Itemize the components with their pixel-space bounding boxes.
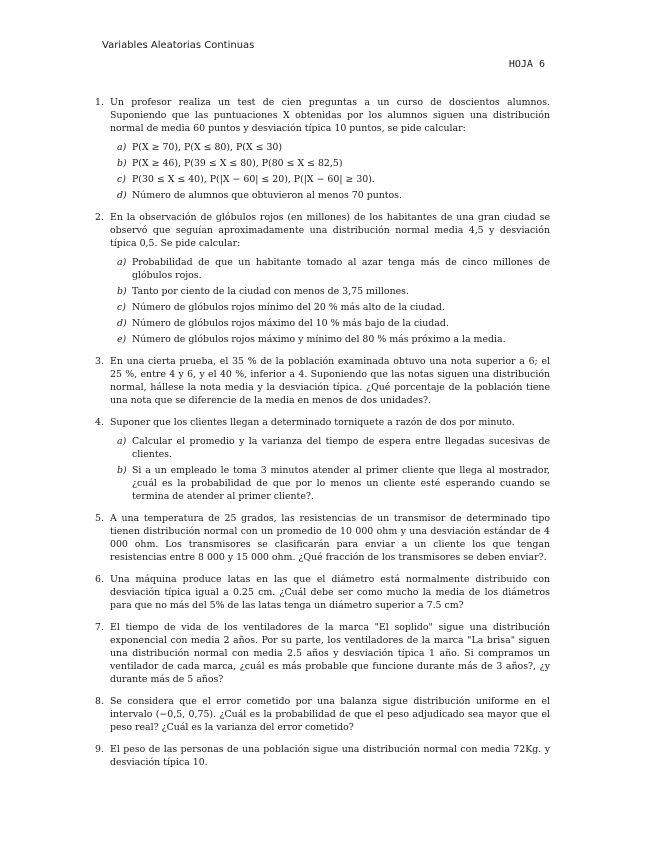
subitem-label: a) — [117, 436, 127, 447]
problem-number: 8. — [95, 696, 104, 707]
subitem-label: a) — [117, 142, 127, 153]
subitem-label: e) — [117, 334, 127, 345]
subitem-list — [110, 435, 550, 503]
subitem-text: Número de glóbulos rojos máximo y mínimo del 80 % más próximo a la media. — [132, 334, 506, 345]
subitem-label: b) — [117, 286, 127, 297]
problem-text: Suponer que los clientes llegan a determinado torniquete a razón de dos por minuto. — [110, 417, 515, 428]
subitem — [110, 285, 550, 298]
problem-text: Una máquina produce latas en las que el diámetro está normalmente distribuido con desviación típica igual a 0.25 cm. ¿Cuál debe ser como mucho la media de los diámetros para que no más del 5% de las latas tenga un diámetro superior a 7.5 cm? — [110, 574, 550, 611]
problem-9 — [95, 743, 550, 769]
subitem — [110, 464, 550, 503]
subitem-text: Si a un empleado le toma 3 minutos atender al primer cliente que llega al mostrador, ¿cuál es la probabilidad de que por lo menos un cliente esté esperando cuando se termina de atender al primer cliente?. — [132, 465, 550, 502]
problem-8 — [95, 695, 550, 734]
problem-number: 7. — [95, 622, 104, 633]
problem-5 — [95, 512, 550, 564]
subitem-text: Número de glóbulos rojos mínimo del 20 % más alto de la ciudad. — [132, 302, 445, 313]
subitem-text: Tanto por ciento de la ciudad con menos de 3,75 millones. — [132, 286, 409, 297]
subitem-text: Número de alumnos que obtuvieron al menos 70 puntos. — [132, 190, 402, 201]
subitem-text: P(X ≥ 70), P(X ≤ 80), P(X ≤ 30) — [132, 142, 283, 153]
problem-number: 4. — [95, 417, 104, 428]
subitem — [110, 435, 550, 461]
problem-number: 5. — [95, 513, 104, 524]
subitem-text: P(30 ≤ X ≤ 40), P(|X − 60| ≤ 20), P(|X − 60| ≥ 30). — [132, 174, 375, 185]
subitem-list — [110, 141, 550, 202]
problem-2 — [95, 211, 550, 346]
subitem-text: P(X ≥ 46), P(39 ≤ X ≤ 80), P(80 ≤ X ≤ 82,5) — [132, 158, 343, 169]
problem-text: Un profesor realiza un test de cien preguntas a un curso de doscientos alumnos. Suponiendo que las puntuaciones X obtenidas por los alumnos siguen una distribución normal de media 60 puntos y desviación típica 10 puntos, se pide calcular: — [110, 97, 550, 134]
sheet-label: HOJA 6 — [508, 59, 545, 70]
problem-3 — [95, 355, 550, 407]
problem-text: Se considera que el error cometido por una balanza sigue distribución uniforme en el intervalo (−0,5, 0,75). ¿Cuál es la probabilidad de que el peso adjudicado sea mayor que el peso real? ¿Cuál es la varianza del error cometido? — [110, 696, 550, 733]
subitem — [110, 141, 550, 154]
problem-number: 6. — [95, 574, 104, 585]
subitem-list — [110, 256, 550, 346]
subitem-text: Calcular el promedio y la varianza del tiempo de espera entre llegadas sucesivas de clientes. — [132, 436, 550, 460]
problem-text: A una temperatura de 25 grados, las resistencias de un transmisor de determinado tipo tienen distribución normal con un promedio de 10 000 ohm y una desviación estándar de 4 000 ohm. Los transmisores se clasificarán para enviar a un cliente los que tengan resistencias entre 8 000 y 15 000 ohm. ¿Qué fracción de los transmisores se deben enviar?. — [110, 513, 550, 563]
subitem-label: c) — [117, 302, 126, 313]
subitem-text: Número de glóbulos rojos máximo del 10 % más bajo de la ciudad. — [132, 318, 449, 329]
problem-text: El tiempo de vida de los ventiladores de la marca "El soplido" sigue una distribución exponencial con media 2 años. Por su parte, los ventiladores de la marca "La brisa" siguen una distribución normal con media 2.5 años y desviación típica 1 año. Si compramos un ventilador de cada marca, ¿cuál es más probable que funcione durante más de 3 años?, ¿y durante más de 5 años? — [110, 622, 550, 685]
subitem-label: a) — [117, 257, 127, 268]
subitem-label: b) — [117, 158, 127, 169]
subitem-text: Probabilidad de que un habitante tomado al azar tenga más de cinco millones de glóbulos rojos. — [132, 257, 550, 281]
problem-1 — [95, 96, 550, 202]
subitem — [110, 157, 550, 170]
problem-text: En una cierta prueba, el 35 % de la población examinada obtuvo una nota superior a 6; el 25 %, entre 4 y 6, y el 40 %, inferior a 4. Suponiendo que las notas siguen una distribución normal, hállese la nota media y la desviación típica. ¿Qué porcentaje de la población tiene una nota que se diferencie de la media en menos de dos unidades?. — [110, 356, 550, 406]
problem-number: 3. — [95, 356, 104, 367]
problem-number: 2. — [95, 212, 104, 223]
subitem-label: d) — [117, 190, 127, 201]
problem-4 — [95, 416, 550, 503]
problem-6 — [95, 573, 550, 612]
document-title: Variables Aleatorias Continuas — [102, 40, 255, 51]
problem-7 — [95, 621, 550, 686]
problem-number: 1. — [95, 97, 104, 108]
problem-text: El peso de las personas de una población sigue una distribución normal con media 72Kg. y desviación típica 10. — [110, 744, 550, 768]
subitem-label: d) — [117, 318, 127, 329]
subitem-label: c) — [117, 174, 126, 185]
subitem — [110, 317, 550, 330]
subitem — [110, 189, 550, 202]
subitem — [110, 173, 550, 186]
problem-number: 9. — [95, 744, 104, 755]
subitem — [110, 301, 550, 314]
subitem — [110, 256, 550, 282]
problem-text: En la observación de glóbulos rojos (en millones) de los habitantes de una gran ciudad se observó que seguían aproximadamente una distribución normal media 4,5 y desviación típica 0,5. Se pide calcular: — [110, 212, 550, 249]
subitem-label: b) — [117, 465, 127, 476]
subitem — [110, 333, 550, 346]
problem-list — [95, 96, 550, 778]
